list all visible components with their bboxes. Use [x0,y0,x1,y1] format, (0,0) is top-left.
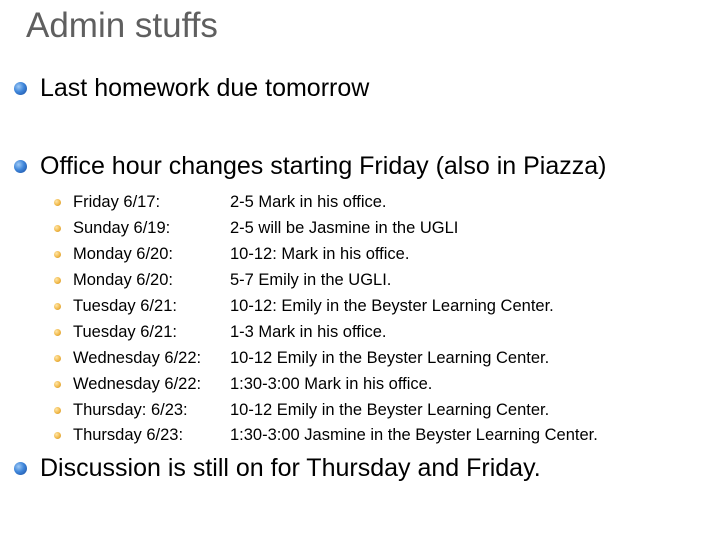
sub-bullet-icon [54,355,61,362]
schedule-row [54,423,598,449]
schedule-desc: 10-12 Emily in the Beyster Learning Center. [230,400,550,419]
schedule-desc: 1:30-3:00 Jasmine in the Beyster Learning Center. [230,426,598,445]
schedule-day: Wednesday 6/22: [73,348,202,367]
slide-title: Admin stuffs [26,6,218,45]
schedule-desc: 1-3 Mark in his office. [230,322,387,341]
schedule-row [54,268,598,294]
bullet-text: Discussion is still on for Thursday and Friday. [40,454,541,482]
schedule-day: Tuesday 6/21: [73,322,177,341]
bullet-text: Office hour changes starting Friday (also in Piazza) [40,152,607,180]
schedule-desc: 2-5 Mark in his office. [230,193,387,212]
sub-bullet-icon [54,277,61,284]
schedule-row [54,371,598,397]
schedule-day: Tuesday 6/21: [73,297,177,315]
bullet-discussion [14,453,541,483]
schedule-day: Thursday: 6/23: [73,400,188,419]
schedule-day: Thursday 6/23: [73,426,184,445]
schedule-day: Friday 6/17: [73,193,161,212]
schedule-day: Wednesday 6/22: [73,374,202,393]
sub-bullet-icon [54,303,61,310]
sub-bullet-icon [54,432,61,439]
schedule-day: Monday 6/20: [73,245,173,264]
bullet-homework [14,73,369,103]
sub-bullet-icon [54,199,61,206]
sub-bullet-icon [54,251,61,258]
sub-bullet-icon [54,329,61,336]
schedule-desc: 2-5 will be Jasmine in the UGLI [230,219,459,238]
schedule-day: Sunday 6/19: [73,219,171,238]
bullet-text: Last homework due tomorrow [40,74,370,102]
schedule-day: Monday 6/20: [73,271,173,290]
schedule-row [54,345,598,371]
bullet-icon [14,160,27,173]
office-hour-schedule [54,190,598,449]
schedule-row [54,397,598,423]
schedule-row [54,216,598,242]
sub-bullet-icon [54,407,61,414]
schedule-row [54,294,598,320]
schedule-desc: 5-7 Emily in the UGLI. [230,271,392,290]
schedule-row [54,190,598,216]
sub-bullet-icon [54,381,61,388]
sub-bullet-icon [54,225,61,232]
schedule-row [54,319,598,345]
schedule-row [54,242,598,268]
schedule-desc: 1:30-3:00 Mark in his office. [230,374,433,393]
schedule-desc: 10-12: Mark in his office. [230,245,410,264]
bullet-icon [14,82,27,95]
bullet-office-hours [14,151,606,181]
schedule-desc: 10-12 Emily in the Beyster Learning Center. [230,348,550,367]
schedule-desc: 10-12: Emily in the Beyster Learning Center. [230,297,554,315]
bullet-icon [14,462,27,475]
